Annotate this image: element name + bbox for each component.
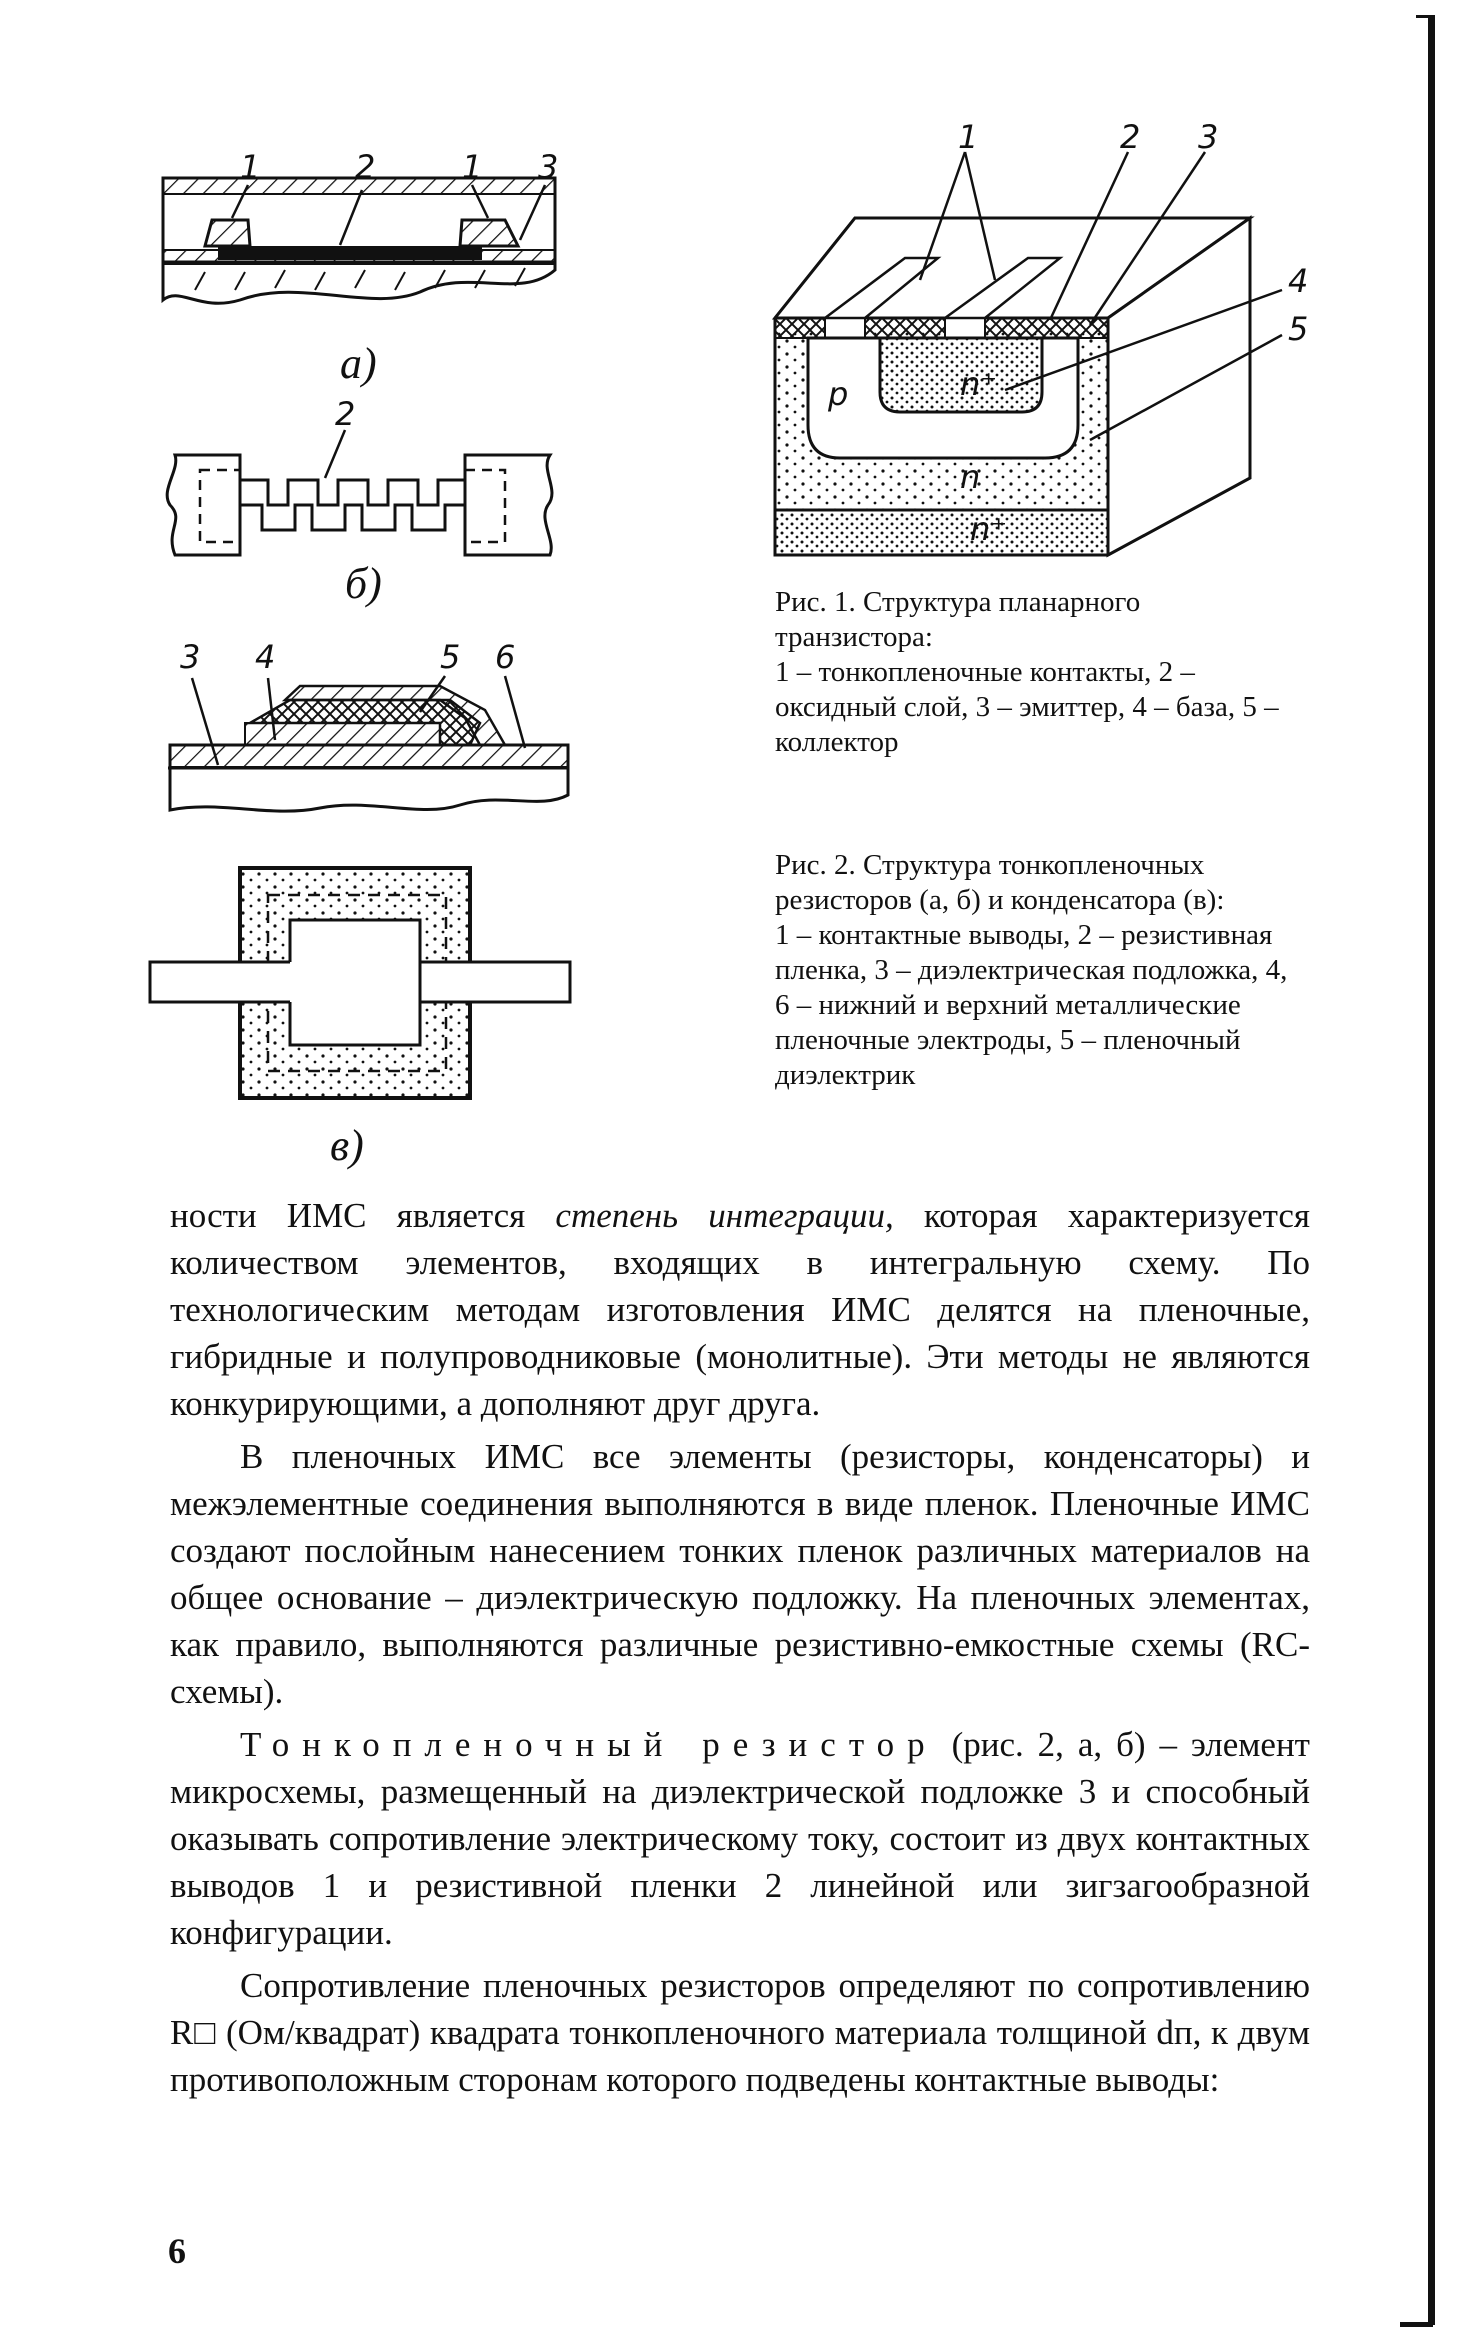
paragraph-1-start: ности ИМС является <box>170 1196 556 1235</box>
fig-1-region-n: n <box>960 458 981 496</box>
paragraph-1 <box>170 1192 1310 1427</box>
fig-1-label-2: 2 <box>1120 118 1141 156</box>
fig-2v-label-4: 4 <box>255 638 276 676</box>
paragraph-3-rest: (рис. 2, а, б) – элемент микросхемы, размещенный на диэлектрической подложке 3 и способный оказывать сопротивление электрическому току, состоит из двух контактных выводов 1 и резистивной пленки 2 линейной или зигзагообразной конфигурации. <box>170 1725 1310 1952</box>
page-edge-bottom <box>1400 2322 1433 2327</box>
fig-2a-label-1b: 1 <box>462 148 483 186</box>
fig-2v-sublabel: в) <box>330 1121 364 1170</box>
fig-2v-label-6: 6 <box>495 638 516 676</box>
caption-fig-1-title: Рис. 1. Структура планарного транзистора: <box>775 586 1141 653</box>
page-number: 6 <box>168 2231 186 2271</box>
paragraph-4: Сопротивление пленочных резисторов определяют по сопротивлению R□ (Ом/квадрат) квадрата тонкопленочного материала толщиной dп, к двум противоположным сторонам которого подведены контактные выводы: <box>170 1966 1310 2099</box>
caption-fig-1-legend: 1 – тонкопленочные контакты, 2 – оксидный слой, 3 – эмиттер, 4 – база, 5 – коллектор <box>775 656 1279 758</box>
fig-2v-capacitor-section <box>168 638 568 811</box>
fig-1-region-emitter: n⁺ <box>960 365 998 403</box>
fig-1-label-1: 1 <box>958 118 979 156</box>
term-integration-degree: степень интеграции, <box>555 1196 894 1235</box>
fig-1-region-nplus: n⁺ <box>970 510 1008 548</box>
fig-2a-label-2: 2 <box>355 148 376 186</box>
fig-2v-label-3: 3 <box>180 638 201 676</box>
fig-2v-label-5: 5 <box>440 638 461 676</box>
caption-fig-2-title: Рис. 2. Структура тонкопленочных резисторов (а, б) и конденсатора (в): <box>775 849 1225 916</box>
fig-1-region-p: p <box>828 375 849 413</box>
body-text <box>170 1192 1310 2103</box>
fig-2a-label-1: 1 <box>240 148 261 186</box>
fig-2a-resistor-section <box>163 148 558 388</box>
fig-2b-sublabel: б) <box>345 559 382 608</box>
term-thin-film-resistor: Тонкопленочный резистор <box>240 1725 938 1764</box>
caption-fig-2-legend: 1 – контактные выводы, 2 – резистивная пленка, 3 – диэлектрическая подложка, 4, 6 – нижний и верхний металлические пленочные электроды, 5 – пленочный диэлектрик <box>775 919 1288 1091</box>
paragraph-3 <box>170 1721 1310 1956</box>
fig-2b-zigzag-resistor <box>167 395 552 608</box>
fig-2v-capacitor-topview <box>150 868 570 1170</box>
paragraph-2: В пленочных ИМС все элементы (резисторы, конденсаторы) и межэлементные соединения выполняются в виде пленок. Пленочные ИМС создают послойным нанесением тонких пленок различных материалов на общее основание – диэлектрическую подложку. На пленочных элементах, как правило, выполняются различные резистивно-емкостные схемы (RC-схемы). <box>170 1437 1310 1711</box>
fig-2a-label-3: 3 <box>538 148 559 186</box>
caption-fig-1 <box>775 585 1295 760</box>
fig-2a-sublabel: а) <box>340 339 377 388</box>
fig-1-label-5: 5 <box>1288 310 1309 348</box>
fig-1-label-4: 4 <box>1288 262 1309 300</box>
paragraph-1-rest: которая характеризуется количеством элементов, входящих в интегральную схему. По технологическим методам изготовления ИМС делятся на пленочные, гибридные и полупроводниковые (монолитные). Эти методы не являются конкурирующими, а дополняют друг друга. <box>170 1196 1310 1423</box>
fig-1-label-3: 3 <box>1198 118 1219 156</box>
fig-1-planar-transistor <box>775 118 1308 555</box>
caption-fig-2 <box>775 848 1295 1093</box>
fig-2b-label-2: 2 <box>335 395 356 433</box>
